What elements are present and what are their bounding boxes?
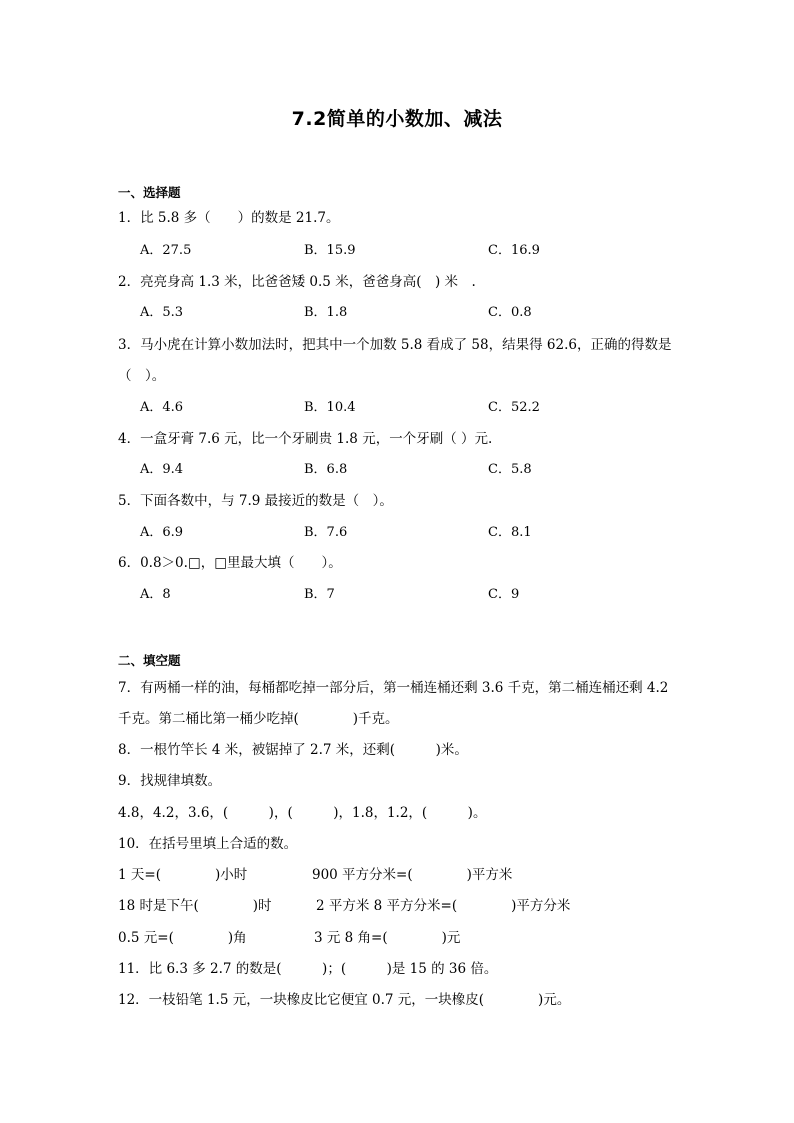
- question-5: 5．下面各数中，与 7.9 最接近的数是（ ）。: [118, 493, 393, 509]
- question-1: 1．比 5.8 多（ ）的数是 21.7。: [118, 210, 340, 226]
- option-a[interactable]: A．8: [140, 587, 171, 602]
- option-c[interactable]: C．0.8: [488, 305, 532, 320]
- question-1-options: [140, 239, 620, 259]
- option-c[interactable]: C．52.2: [488, 400, 540, 415]
- question-5-options: [140, 521, 620, 541]
- question-4-options: [140, 458, 620, 478]
- option-a[interactable]: A．27.5: [140, 243, 192, 258]
- option-b[interactable]: B．7: [304, 587, 335, 602]
- option-b[interactable]: B．7.6: [304, 525, 348, 540]
- question-6: 6．0.8＞0.□，□里最大填（ ）。: [118, 555, 342, 571]
- option-c[interactable]: C．16.9: [488, 243, 540, 258]
- question-7-line-1: 7．有两桶一样的油，每桶都吃掉一部分后，第一桶连桶还剩 3.6 千克，第二桶连桶还剩 4.2: [118, 680, 669, 696]
- page-title: 7.2简单的小数加、减法: [291, 108, 503, 130]
- section-heading-choice: 一、选择题: [118, 185, 181, 200]
- question-10-item-2: 900 平方分米=( )平方米: [312, 867, 513, 883]
- question-12: 12．一枝铅笔 1.5 元，一块橡皮比它便宜 0.7 元，一块橡皮( )元。: [118, 992, 571, 1008]
- question-10-item-5: 0.5 元=( )角: [118, 930, 247, 946]
- option-a[interactable]: A．9.4: [140, 462, 184, 477]
- question-9: 9．找规律填数。: [118, 773, 222, 789]
- question-11: 11．比 6.3 多 2.7 的数是( )；( )是 15 的 36 倍。: [118, 961, 498, 977]
- question-10-item-1: 1 天=( )小时: [118, 867, 248, 883]
- question-3-line-1: 3．马小虎在计算小数加法时，把其中一个加数 5.8 看成了 58，结果得 62.6，正确的得数是: [118, 337, 672, 353]
- question-2-options: [140, 301, 620, 321]
- question-10-item-4: 2 平方米 8 平方分米=( )平方分米: [316, 898, 571, 914]
- question-9-sequence: 4.8，4.2，3.6，( )，( )，1.8，1.2，( )。: [118, 805, 487, 821]
- question-8: 8．一根竹竿长 4 米，被锯掉了 2.7 米，还剩( )米。: [118, 742, 468, 758]
- question-10-item-3: 18 时是下午( )时: [118, 898, 272, 914]
- option-b[interactable]: B．6.8: [304, 462, 348, 477]
- option-a[interactable]: A．5.3: [140, 305, 184, 320]
- question-4: 4．一盒牙膏 7.6 元，比一个牙刷贵 1.8 元，一个牙刷（ ）元.: [118, 431, 493, 447]
- option-b[interactable]: B．10.4: [304, 400, 356, 415]
- option-c[interactable]: C．8.1: [488, 525, 532, 540]
- question-6-options: [140, 583, 620, 603]
- option-a[interactable]: A．4.6: [140, 400, 184, 415]
- option-a[interactable]: A．6.9: [140, 525, 184, 540]
- question-3-line-2: （ ）。: [118, 368, 166, 384]
- question-7-line-2: 千克。第二桶比第一桶少吃掉( )千克。: [118, 711, 399, 727]
- option-c[interactable]: C．9: [488, 587, 520, 602]
- option-b[interactable]: B．15.9: [304, 243, 356, 258]
- question-10: 10．在括号里填上合适的数。: [118, 836, 298, 852]
- question-10-item-6: 3 元 8 角=( )元: [314, 930, 461, 946]
- option-b[interactable]: B．1.8: [304, 305, 348, 320]
- question-3-options: [140, 396, 620, 416]
- section-heading-fill-in: 二、填空题: [118, 653, 181, 668]
- option-c[interactable]: C．5.8: [488, 462, 532, 477]
- question-2: 2．亮亮身高 1.3 米，比爸爸矮 0.5 米，爸爸身高( ) 米 .: [118, 274, 476, 290]
